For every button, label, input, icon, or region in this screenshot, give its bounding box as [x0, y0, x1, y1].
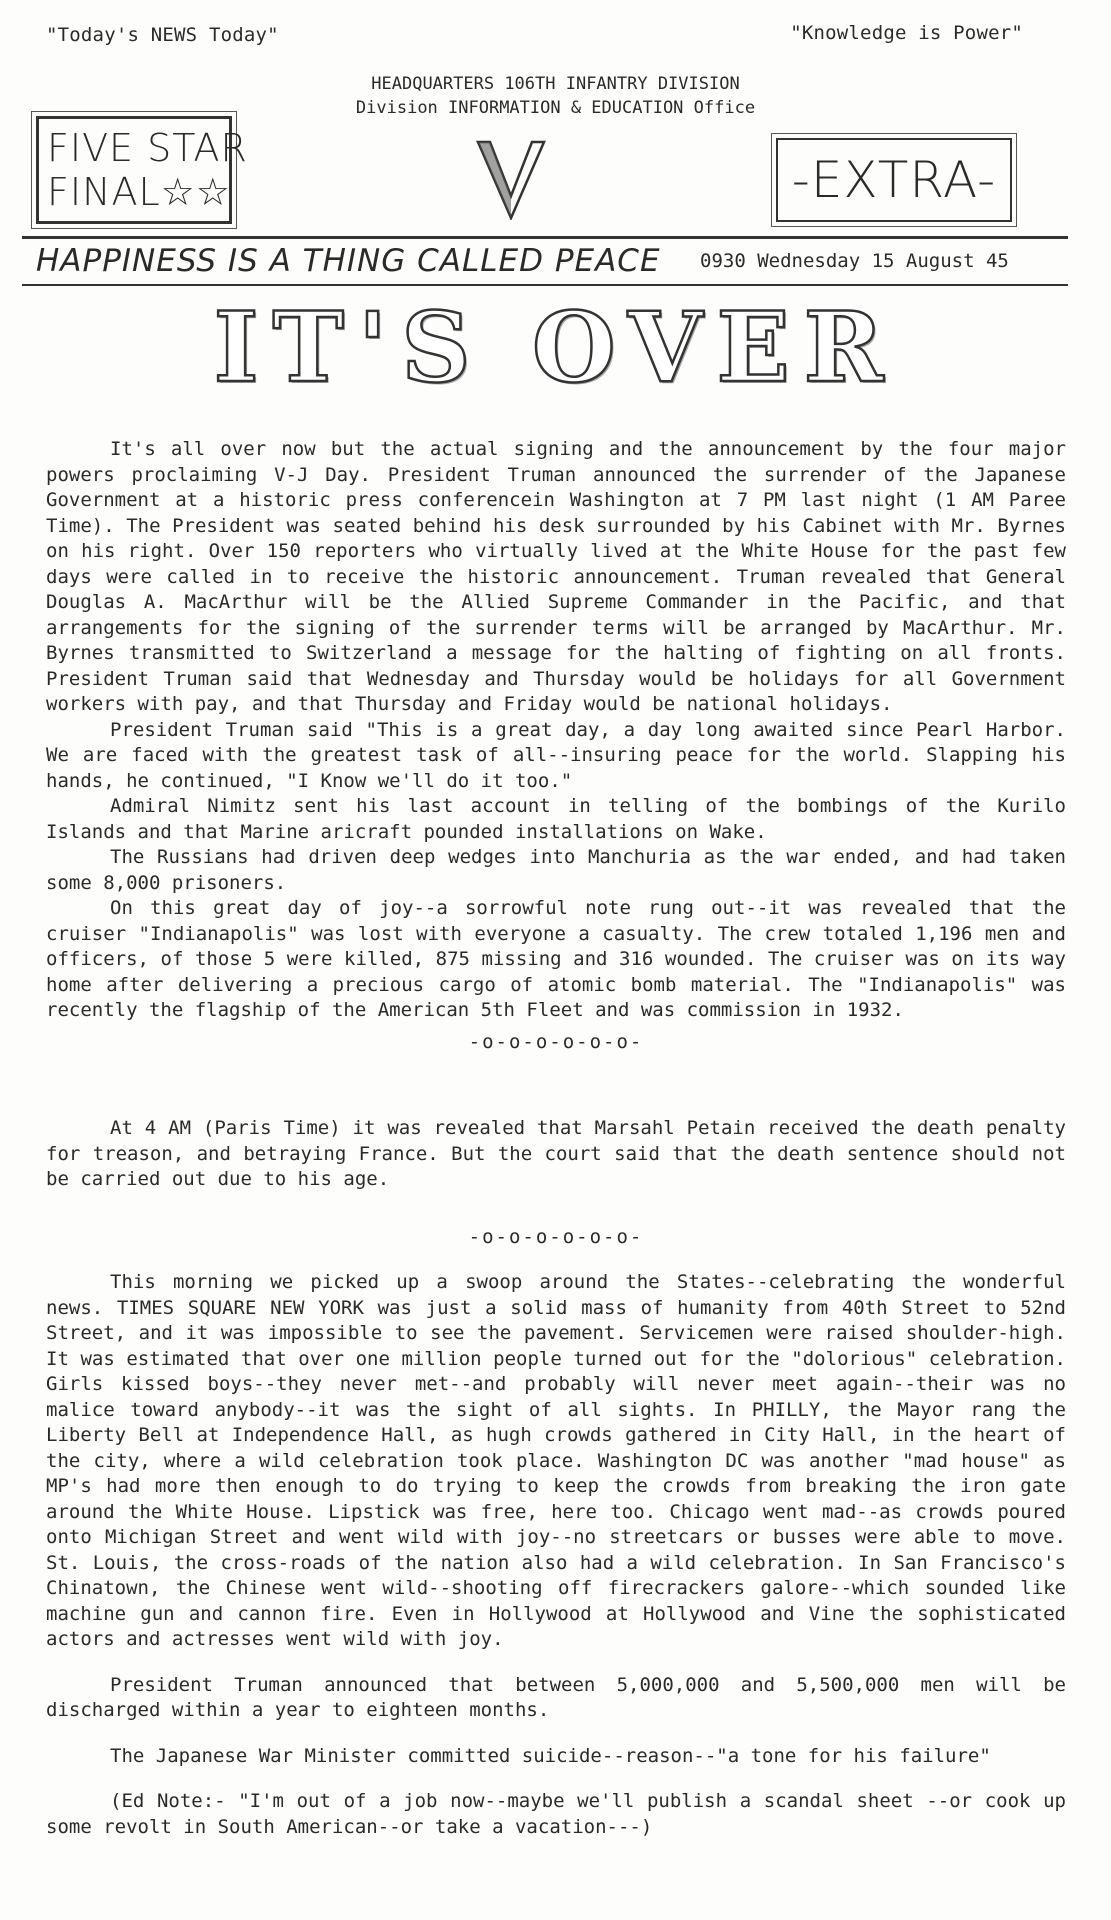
hq-line-1: HEADQUARTERS 106TH INFANTRY DIVISION: [371, 74, 740, 94]
paragraph-nimitz: Admiral Nimitz sent his last account in telling of the bombings of the Kurilo Islands and that Marine aricraft pounded installations on Wake.: [46, 795, 1066, 843]
paragraph-discharge: President Truman announced that between 5,000,000 and 5,500,000 men will be discharged within a year to eighteen months.: [46, 1673, 1066, 1721]
extra-box: -EXTRA-: [776, 138, 1012, 222]
article-block-celebrations: [46, 1270, 1066, 1840]
victory-v-icon: [476, 140, 546, 220]
tagline-left: "Today's NEWS Today": [46, 24, 279, 46]
tagline-right: "Knowledge is Power": [790, 22, 1023, 44]
separator-1: -o-o-o-o-o-o-: [468, 1030, 644, 1053]
header-rule-top: [22, 236, 1068, 239]
five-star-final-box: [36, 116, 248, 224]
article-block-petain: [46, 1116, 1066, 1250]
article-block-main: [46, 437, 1066, 1055]
paragraph-russians: The Russians had driven deep wedges into Manchuria as the war ended, and had taken some 8,000 prisoners.: [46, 846, 1066, 894]
dateline: 0930 Wednesday 15 August 45: [700, 250, 1009, 272]
paragraph-ed-note: (Ed Note:- "I'm out of a job now--maybe we'll publish a scandal sheet --or cook up some revolt in South American--or take a vacation---): [46, 1790, 1066, 1838]
slogan: HAPPINESS IS A THING CALLED PEACE: [36, 243, 661, 279]
hq-line-2: Division INFORMATION & EDUCATION Office: [355, 98, 756, 118]
separator-2: -o-o-o-o-o-o-: [468, 1225, 644, 1248]
paragraph-indianapolis: On this great day of joy--a sorrowful note rung out--it was revealed that the cruiser "Indianapolis" was lost with everyone a casualty. The crew totaled 1,196 men and officers, of those 5 were killed, 875 missing and 316 wounded. The cruiser was on its way home after delivering a precious cargo of atomic bomb material. The "Indianapolis" was recently the flagship of the American 5th Fleet and was commission in 1932.: [46, 897, 1066, 1021]
headline: IT'S OVER: [213, 291, 898, 404]
paragraph-surrender: It's all over now but the actual signing and the announcement by the four major powers proclaiming V-J Day. President Truman announced the surrender of the Japanese Government at a historic press conferencein Washington at 7 PM last night (1 AM Paree Time). The President was seated behind his desk surrounded by his Cabinet with Mr. Byrnes on his right. Over 150 reporters who virtually lived at the White House for the past few days were called in to receive the historic announcement. Truman revealed that General Douglas A. MacArthur will be the Allied Supreme Commander in the Pacific, and that arrangements for the signing of the surrender terms will be arranged by MacArthur. Mr. Byrnes transmitted to Switzerland a message for the halting of fighting on all fronts. President Truman said that Wednesday and Thursday would be holidays for all Government workers with pay, and that Thursday and Friday would be national holidays.: [46, 438, 1066, 715]
paragraph-petain: At 4 AM (Paris Time) it was revealed that Marsahl Petain received the death penalty for treason, and betraying France. But the court said that the death sentence should not be carried out due to his age.: [46, 1117, 1066, 1190]
paragraph-truman-quote: President Truman said "This is a great day, a day long awaited since Pearl Harbor. We are faced with the greatest task of all--insuring peace for the world. Slapping his hands, he continued, "I Know we'll do it too.": [46, 718, 1066, 792]
final-line: FINAL☆☆: [47, 170, 231, 214]
paragraph-war-minister: The Japanese War Minister committed suicide--reason--"a tone for his failure": [110, 1744, 991, 1767]
header-rule-bottom: [22, 284, 1068, 286]
paragraph-celebrations: This morning we picked up a swoop around the States--celebrating the wonderful news. TIMES SQUARE NEW YORK was just a solid mass of humanity from 40th Street to 52nd Street, and it was impossible to see the pavement. Servicemen were raised shoulder-high. It was estimated that over one million people turned out for the "dolorious" celebration. Girls kissed boys--they never met--and probably will never meet again--their was no malice toward anybody--it was the sight of all sights. In PHILLY, the Mayor rang the Liberty Bell at Independence Hall, as hugh crowds gathered in City Hall, in the heart of the city, where a wild celebration took place. Washington DC was another "mad house" as MP's had more then enough to do trying to keep the crowds from breaking the iron gate around the White House. Lipstick was free, here too. Chicago went mad--as crowds poured onto Michigan Street and went wild with joy--no streetcars or busses were able to move. St. Louis, the cross-roads of the nation also had a wild celebration. In San Francisco's Chinatown, the Chinese went wild--shooting off firecrackers galore--which sounded like machine gun and cannon fire. Even in Hollywood at Hollywood and Vine the sophisticated actors and actresses went wild with joy.: [46, 1271, 1066, 1650]
five-star-line: FIVE STAR: [47, 126, 248, 170]
